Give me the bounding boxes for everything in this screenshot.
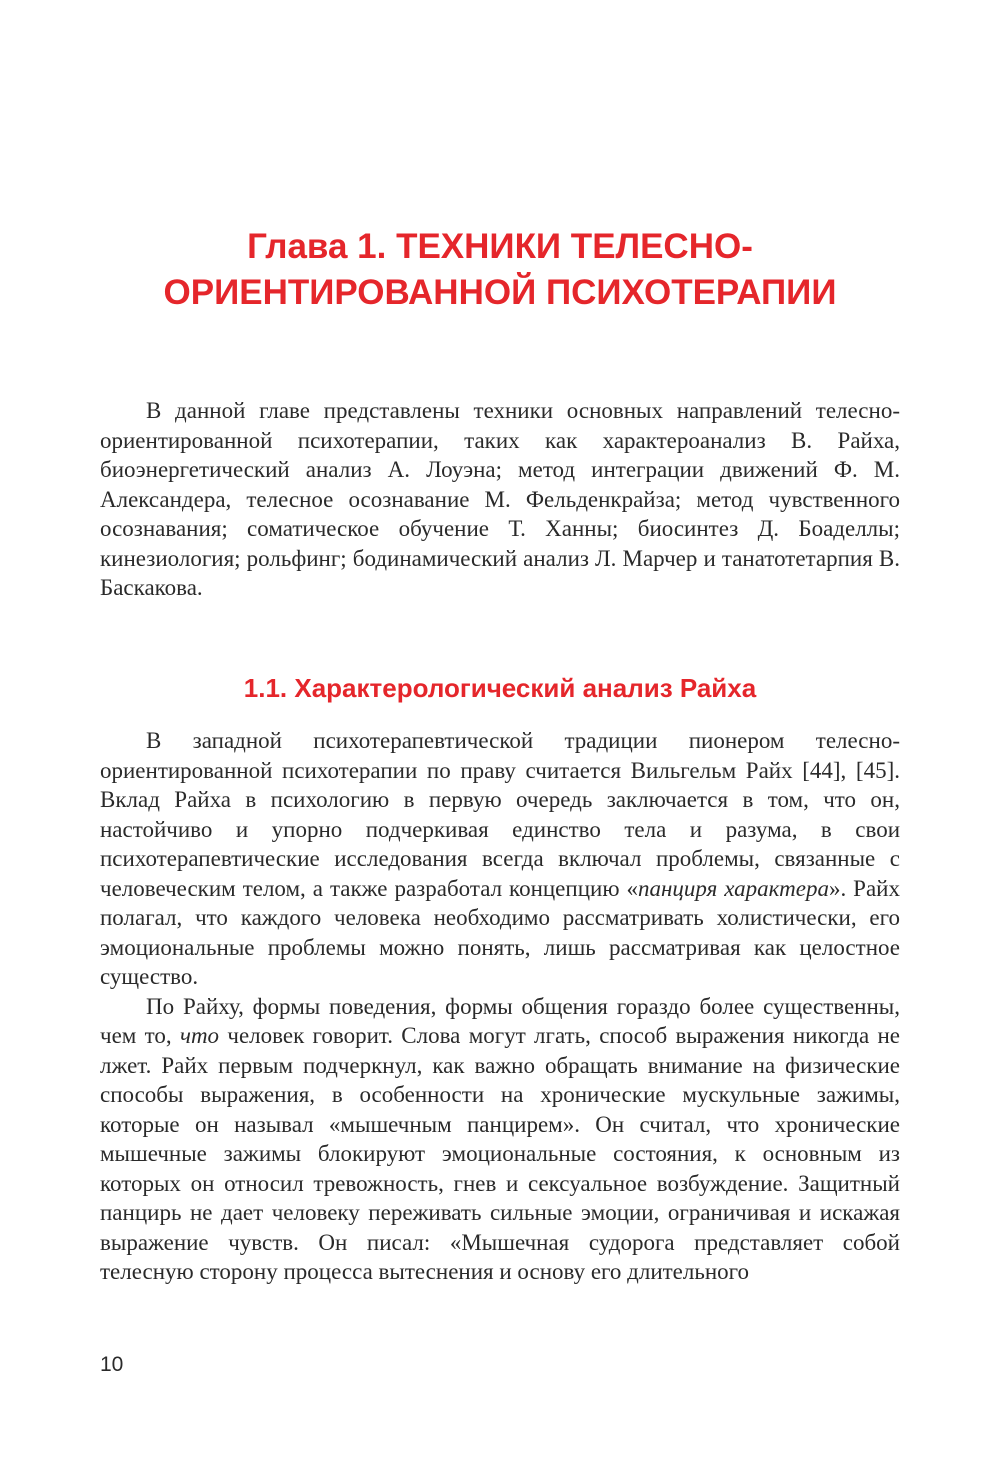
chapter-title (100, 224, 900, 316)
paragraph-2-emphasis: что (179, 1023, 220, 1048)
body-paragraph-1 (100, 726, 900, 992)
paragraph-2-text-a: По Райху, формы поведения, формы общения гораздо более существенны, чем то, (100, 993, 900, 1048)
paragraph-2-text-b: человек говорит. Слова могут лгать, способ выражения никогда не лжет. Райх первым подчеркнул, как важно обращать внимание на физические способы выражения, в особенности на хронические мускульные зажимы, которые он называл «мышечным панцирем». Он считал, что хронические мышечные зажимы блокируют эмоциональные состояния, к основным из которых он относил тревожность, гнев и сексуальное возбуждение. Защитный панцирь не дает человеку переживать сильные эмоции, ограничивая и искажая выражение чувств. Он писал: «Мышечная судорога представляет собой телесную сторону процесса вытеснения и основу его длительного (100, 1023, 900, 1284)
section-title: 1.1. Характерологический анализ Райха (243, 673, 757, 703)
body-paragraph-2 (100, 992, 900, 1287)
paragraph-1-emphasis: панциря характера (637, 875, 829, 901)
paragraph-1-text-a: В западной психотерапевтической традиции пионером телесно-ориентированной психотерапии по праву считается Вильгельм Райх [44], [45]. Вклад Райха в психологию в первую очередь заключается в том, что он, настойчиво и упорно подчеркивая единство тела и разума, в свои психотерапевтические исследования всегда включал проблемы, связанные с человеческим телом, а также разработал концепцию « (100, 728, 900, 901)
chapter-title-line-1: Глава 1. ТЕХНИКИ ТЕЛЕСНО- (247, 227, 753, 266)
intro-paragraph: В данной главе представлены техники основных направлений телесно-ориентированной психотерапии, таких как характероанализ В. Райха, биоэнергетический анализ А. Лоуэна; метод интеграции движений Ф. М. Александера, телесное осознавание М. Фельденкрайза; метод чувственного осознавания; соматическое обучение Т. Ханны; биосинтез Д. Боаделлы; кинезиология; рольфинг; бодинамический анализ Л. Марчер и танатотетарпия В. Баскакова. (100, 398, 900, 600)
section-body (100, 726, 900, 1287)
paragraph-1-text-b: ». Райх полагал, что каждого человека необходимо рассматривать холистически, его эмоциональные проблемы можно понять, лишь рассматривая как целостное существо. (100, 875, 900, 989)
page-number: 10 (100, 1353, 124, 1376)
intro-block (100, 396, 900, 603)
chapter-title-line-2: ОРИЕНТИРОВАННОЙ ПСИХОТЕРАПИИ (163, 273, 837, 312)
